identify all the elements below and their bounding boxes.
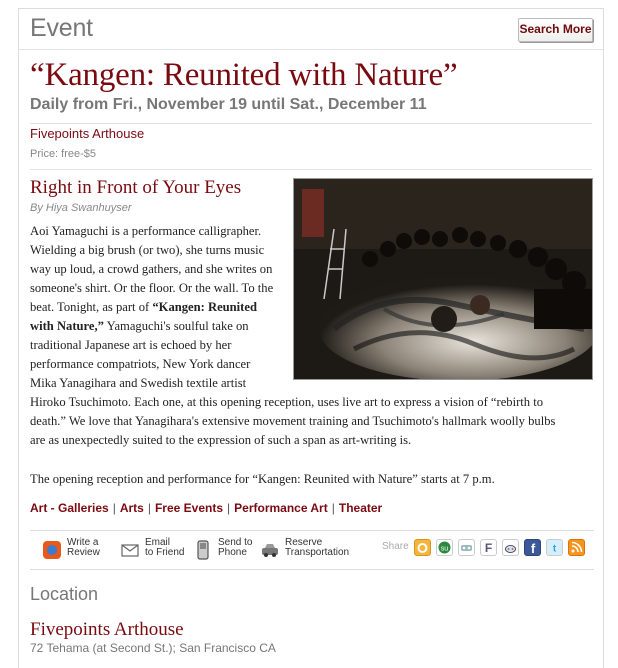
svg-text:f: f [530,541,536,555]
action-label-line2: to Friend [145,547,185,558]
action-label [285,538,349,558]
svg-text:t: t [552,543,557,555]
event-name-bold: with Nature,” [30,319,104,333]
tag-separator: | [331,501,335,515]
body-line: The opening reception and performance for “Kangen: Reunited with Nature” starts at 7 p.m. [30,472,495,486]
divider [30,123,592,124]
divider [30,169,592,170]
body-line: are as unexpectedly suited to the expression of such a span as art-writing is. [30,433,412,447]
tag-link[interactable]: Arts [119,501,144,515]
body-line [30,298,555,317]
svg-text:F: F [484,541,493,555]
panel-header [19,9,603,49]
body-line: Hiroko Tsuchimoto. Each one, at this opening reception, uses live art to express a vision of “rebirth to [30,395,544,409]
action-label-line1: Email [145,537,171,548]
email-icon [120,540,140,560]
digg-icon[interactable] [458,539,475,556]
location-name-link[interactable]: Fivepoints Arthouse [30,619,184,640]
tag-link[interactable]: Art - Galleries [30,501,109,515]
body-line: Wielding a big brush (or two), she turns music [30,243,265,257]
action-label-line2: Phone [218,547,247,558]
action-bar [30,530,594,570]
car-icon [260,540,280,560]
reserve-transportation-action[interactable] [260,538,360,564]
article-paragraph-2 [30,470,495,489]
body-line: way up loud, a crowd gathers, and she writes on [30,262,273,276]
tag-separator: | [147,501,151,515]
reddit-icon[interactable] [502,539,519,556]
action-label [218,538,252,558]
event-title: “Kangen: Reunited with Nature” [30,57,458,93]
location-heading: Location [30,584,99,604]
event-dates: Daily from Fri., November 19 until Sat., December 11 [30,96,427,113]
share-label: Share [382,541,409,552]
header-divider [19,49,603,50]
body-line: traditional Japanese art is echoed by her [30,338,232,352]
action-label-line1: Reserve [285,537,323,548]
article-title[interactable]: Right in Front of Your Eyes [30,177,242,198]
tag-link[interactable]: Performance Art [234,501,328,515]
price-info: Price: free-$5 [30,148,97,160]
svg-text:su: su [440,545,449,553]
fark-icon[interactable] [480,539,497,556]
body-line [30,317,555,336]
action-label [67,538,100,558]
tag-list [30,501,382,515]
location-address: 72 Tehama (at Second St.); San Francisco CA [30,641,276,655]
twitter-icon[interactable] [546,539,563,556]
body-text-span: beat. Tonight, as part of [30,300,153,314]
write-review-action[interactable] [42,538,112,564]
body-line: performance compatriots, New York dancer [30,357,251,371]
send-to-phone-action[interactable] [193,538,263,564]
section-title: Event [30,14,93,42]
event-panel [18,8,604,668]
action-label-line2: Transportation [285,547,350,558]
rss-icon[interactable] [568,539,585,556]
stumbleupon-icon[interactable] [436,539,453,556]
tag-separator: | [227,501,231,515]
body-line: death.” We love that Yanagihara's extensive movement training and Tsuchimoto's hallmark woolly bulbs [30,414,556,428]
venue-link[interactable]: Fivepoints Arthouse [30,126,145,141]
body-line: Aoi Yamaguchi is a performance calligrapher. [30,224,262,238]
search-more-button[interactable]: Search More [518,18,593,42]
tag-separator: | [112,501,116,515]
tag-link[interactable]: Free Events [154,501,224,515]
action-label-line1: Write a [67,537,99,548]
action-label-line2: Review [67,547,100,558]
action-label [145,538,184,558]
body-line: someone's shirt. Or the floor. Or the wall. To the [30,281,274,295]
body-line: Mika Yanagihara and Swedish textile artist [30,376,247,390]
email-friend-action[interactable] [120,538,190,564]
action-label-line1: Send to [218,537,253,548]
body-text-span: Yamaguchi's soulful take on [103,319,249,333]
article-body [30,222,555,450]
bebo-icon[interactable] [414,539,431,556]
tag-link[interactable]: Theater [338,501,383,515]
review-icon [42,540,62,560]
facebook-icon[interactable] [524,539,541,556]
byline: By Hiya Swanhuyser [30,202,132,214]
phone-icon [193,540,213,560]
event-name-bold: “Kangen: Reunited [152,300,257,314]
